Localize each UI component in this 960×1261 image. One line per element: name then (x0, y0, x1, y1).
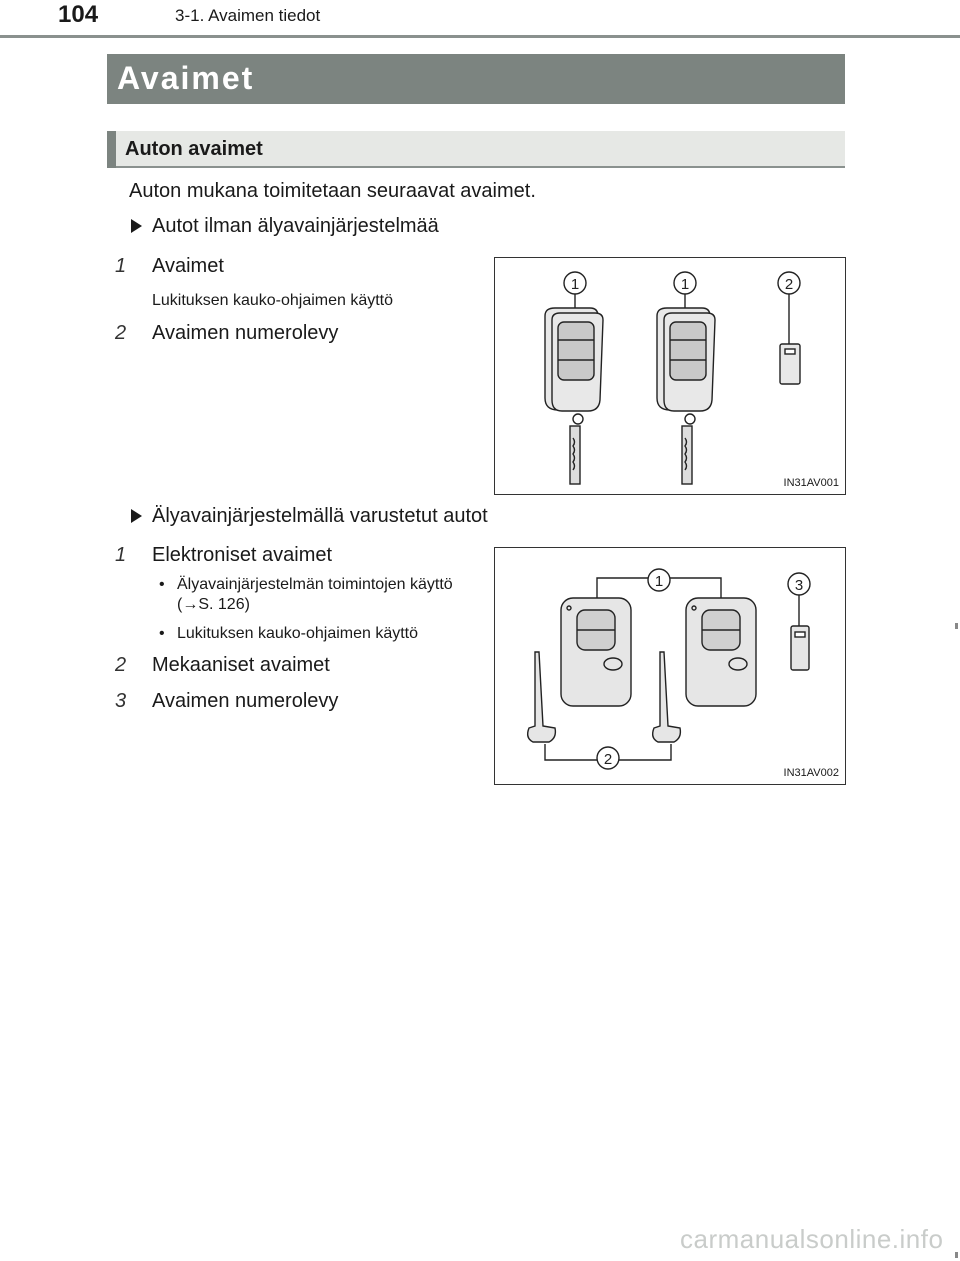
group1-heading: Autot ilman älyavainjärjestelmää (152, 215, 439, 237)
bullet-text: Lukituksen kauko-ohjaimen käyttö (177, 625, 419, 642)
bullet-text: Älyavainjärjestelmän toimintojen käyttö (→S. 126) (177, 576, 453, 613)
item-number: 2 (115, 654, 127, 676)
chapter-title: 3-1. Avaimen tiedot (175, 6, 321, 25)
intro-text: Auton mukana toimitetaan seuraavat avaimet. (129, 180, 536, 202)
smart-key-icon (561, 598, 631, 706)
item-number: 3 (115, 690, 127, 712)
watermark: carmanualsonline.info (680, 1224, 944, 1254)
item-number: 1 (115, 255, 127, 277)
callout-label: 1 (570, 276, 580, 293)
smart-key-icon (686, 598, 756, 706)
figure-smart-keys (494, 547, 846, 785)
callout-label: 1 (654, 573, 664, 590)
key-number-plate-icon (791, 626, 809, 670)
group2-item3-label: Avaimen numerolevy (152, 690, 339, 712)
smart-keys-illustration (495, 548, 845, 784)
key-number-plate-icon (780, 344, 800, 384)
item-number: 1 (115, 544, 127, 566)
edge-mark (955, 1252, 958, 1258)
triangle-bullet-icon (131, 219, 142, 233)
bullet-item: • Lukituksen kauko-ohjaimen käyttö (159, 624, 475, 644)
subsection-title: Auton avaimet (125, 138, 263, 160)
figure-code: IN31AV001 (783, 477, 839, 489)
mechanical-key-icon (653, 652, 681, 742)
group1-item1-desc: Lukituksen kauko-ohjaimen käyttö (152, 292, 394, 309)
flip-key-icon (657, 308, 715, 484)
flip-key-icon (545, 308, 603, 484)
edge-mark (955, 623, 958, 629)
triangle-bullet-icon (131, 509, 142, 523)
callout-label: 3 (794, 577, 804, 594)
subsection-accent (107, 131, 116, 168)
callout-label: 2 (603, 751, 613, 768)
group2-heading: Älyavainjärjestelmällä varustetut autot (152, 505, 488, 527)
section-title: Avaimet (117, 60, 255, 96)
callout-label: 2 (784, 276, 794, 293)
group2-item2-label: Mekaaniset avaimet (152, 654, 330, 676)
page-number: 104 (58, 1, 99, 28)
mechanical-key-icon (528, 652, 556, 742)
bullet-item: • Älyavainjärjestelmän toimintojen käyttö (→S. 126) (159, 575, 475, 615)
group1-item2-label: Avaimen numerolevy (152, 322, 339, 344)
figure-code: IN31AV002 (783, 767, 839, 779)
group2-item1-label: Elektroniset avaimet (152, 544, 333, 566)
callout-label: 1 (680, 276, 690, 293)
group1-item1-label: Avaimet (152, 255, 224, 277)
figure-keys-without-smart (494, 257, 846, 495)
header-divider (0, 35, 960, 38)
item-number: 2 (115, 322, 127, 344)
keys-illustration (495, 258, 845, 494)
